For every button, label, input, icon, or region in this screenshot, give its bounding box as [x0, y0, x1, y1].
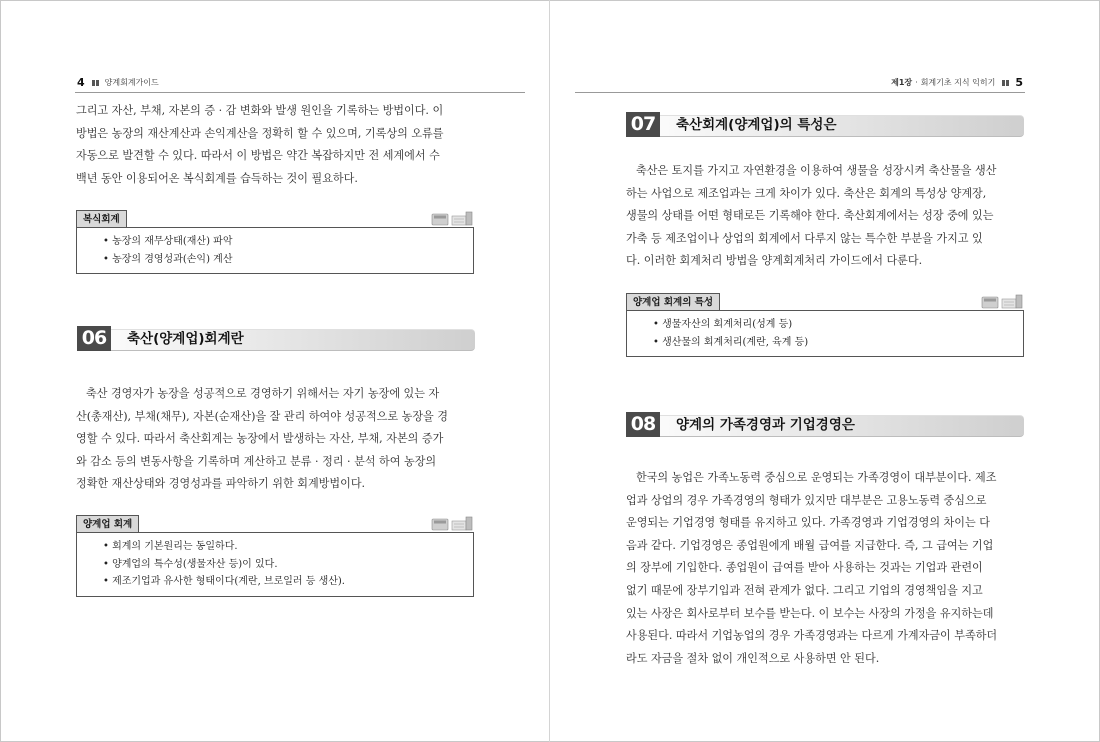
summary-box-poultry-characteristics: [626, 293, 1024, 357]
box-title: 양계업 회계의 특성: [626, 293, 720, 311]
section-number: 08: [626, 412, 660, 437]
section-07-body: [626, 160, 1026, 273]
text-line: 정확한 재산상태와 경영성과를 파악하기 위한 회계방법이다.: [76, 477, 366, 491]
section-title: 축산(양계업)회계란: [127, 331, 244, 347]
summary-box-double-entry: [76, 210, 474, 274]
text-line: 가축 등 제조업이나 상업의 회계에서 다루지 않는 특수한 부분을 가지고 있: [626, 231, 983, 245]
right-page-header: 제1장 · 회계기초 지식 익히기 5: [891, 76, 1023, 89]
text-line: 축산은 토지를 가지고 자연환경을 이용하여 생물을 성장시켜 축산물을 생산: [636, 164, 997, 177]
text-line: 있는 사장은 회사로부터 보수를 받는다. 이 보수는 사장의 가정을 유지하는데: [626, 606, 994, 620]
text-line: 와 감소 등의 변동사항을 기록하며 계산하고 분류 · 정리 · 분석 하여 농장의: [76, 454, 437, 468]
box-body: [76, 533, 474, 597]
text-line: 운영되는 기업경영 형태를 유지하고 있다. 가족경영과 기업경영의 차이는 다: [626, 516, 990, 530]
text-line: 생물의 상태를 어떤 형태로든 기록해야 한다. 축산회계에서는 성장 중에 있는: [626, 209, 994, 223]
text-line: 없기 때문에 장부기입과 전혀 관계가 없다. 그리고 기업의 경영책임을 지고: [626, 583, 983, 597]
book-spine: [549, 0, 550, 742]
section-heading-06: [77, 326, 475, 351]
left-page-number: 4: [77, 76, 85, 89]
text-line: 업과 상업의 경우 가족경영의 형태가 있지만 대부분은 고용노동력 중심으로: [626, 493, 987, 507]
text-line: 영할 수 있다. 따라서 축산회계는 농장에서 발생하는 자산, 부채, 자본의 증가: [76, 432, 444, 446]
section-06-body: [76, 383, 476, 496]
list-item: • 농장의 재무상태(재산) 파악: [103, 236, 233, 247]
list-item: • 양계업의 특수성(생물자산 등)이 있다.: [103, 558, 278, 570]
section-number: 07: [626, 112, 660, 137]
text-line: 백년 동안 이용되어온 복식회계를 습득하는 것이 필요하다.: [76, 171, 358, 185]
text-line: 그리고 자산, 부채, 자본의 증 · 감 변화와 발생 원인을 기록하는 방법이다. 이: [76, 104, 444, 117]
text-line: 자동으로 발견할 수 있다. 따라서 이 방법은 약간 복잡하지만 전 세계에서 수: [76, 149, 440, 163]
section-heading-07: [626, 112, 1024, 137]
right-header-rule: [575, 92, 1025, 93]
book-title: 양계회계가이드: [104, 78, 159, 87]
list-item: • 생산물의 회계처리(계란, 육계 등): [653, 336, 809, 348]
calculator-icon: [430, 515, 474, 532]
section-title: 축산회계(양계업)의 특성은: [676, 117, 837, 133]
calculator-icon: [980, 293, 1024, 310]
list-item: • 생물자산의 회계처리(성계 등): [653, 319, 793, 330]
box-title: 양계업 회계: [76, 515, 139, 533]
left-header-rule: [75, 92, 525, 93]
list-item: • 농장의 경영성과(손익) 계산: [103, 253, 233, 265]
text-line: 사용된다. 따라서 기업농업의 경우 가족경영과는 다르게 가계자금이 부족하더: [626, 629, 998, 643]
section-number: 06: [77, 326, 111, 351]
section-heading-08: [626, 412, 1024, 437]
section-title: 양계의 가족경영과 기업경영은: [676, 417, 855, 433]
calculator-icon: [430, 210, 474, 227]
list-item: • 회계의 기본원리는 동일하다.: [103, 541, 238, 552]
text-line: 라도 자금을 절차 없이 개인적으로 사용하면 안 된다.: [626, 651, 880, 665]
text-line: 다. 이러한 회계처리 방법을 양계회계처리 가이드에서 다룬다.: [626, 254, 923, 268]
chapter-label: 제1장: [891, 78, 913, 87]
box-title: 복식회계: [76, 210, 127, 228]
box-body: [76, 228, 474, 274]
text-line: 음과 같다. 기업경영은 종업원에게 배월 급여를 지급한다. 즉, 그 급여는 기업: [626, 538, 994, 552]
section-08-body: [626, 467, 1026, 670]
summary-box-poultry-accounting: [76, 515, 474, 597]
text-line: 하는 사업으로 제조업과는 크게 차이가 있다. 축산은 회계의 특성상 양계장,: [626, 186, 987, 200]
box-body: [626, 311, 1024, 357]
intro-paragraph: [76, 100, 476, 190]
text-line: 방법은 농장의 재산계산과 손익계산을 정확히 할 수 있으며, 기록상의 오류를: [76, 126, 444, 140]
text-line: 의 장부에 기입한다. 종업원이 급여를 받아 사용하는 것과는 기업과 관련이: [626, 561, 983, 575]
right-page-number: 5: [1015, 76, 1023, 89]
left-page-header: [77, 76, 159, 89]
header-square-marks: [1001, 80, 1009, 86]
chapter-title: 회계기초 지식 익히기: [920, 78, 996, 87]
header-square-marks: [91, 80, 99, 86]
text-line: 산(총재산), 부채(채무), 자본(순재산)을 잘 관리 하여야 성공적으로 농장을 경: [76, 409, 449, 423]
text-line: 축산 경영자가 농장을 성공적으로 경영하기 위해서는 자기 농장에 있는 자: [86, 387, 440, 400]
text-line: 한국의 농업은 가족노동력 중심으로 운영되는 가족경영이 대부분이다. 제조: [636, 471, 997, 484]
list-item: • 제조기업과 유사한 형태이다(계란, 브로일러 등 생산).: [103, 576, 345, 587]
